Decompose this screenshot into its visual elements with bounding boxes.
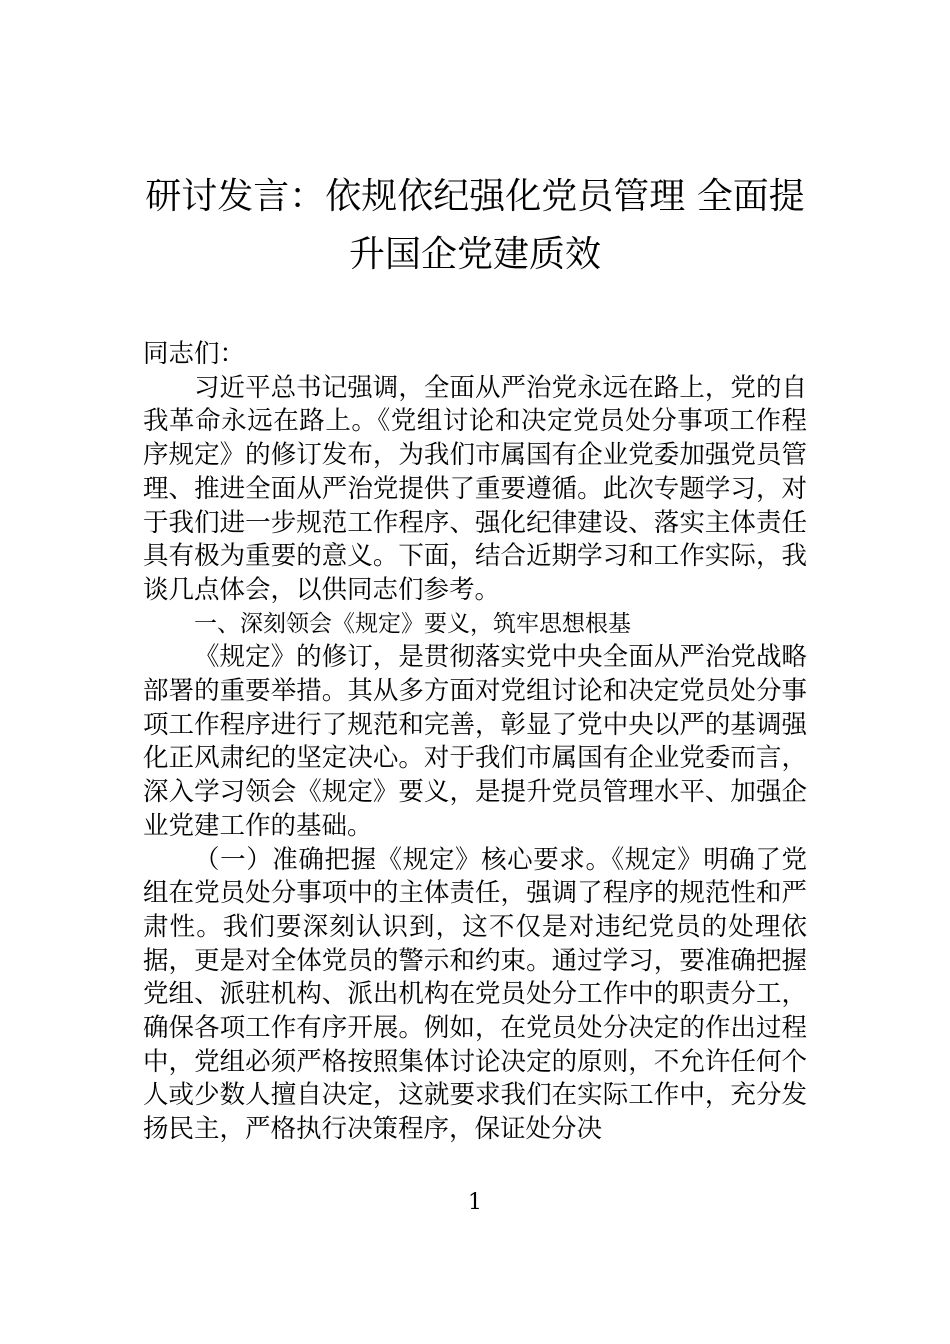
paragraph-section-1: 《规定》的修订，是贯彻落实党中央全面从严治党战略部署的重要举措。其从多方面对党组讨论和决定党员处分事项工作程序进行了规范和完善，彰显了党中央以严的基调强化正风肃纪的坚定决心。对于我们市属国有企业党委而言，深入学习领会《规定》要义，是提升党员管理水平、加强企业党建工作的基础。 bbox=[143, 642, 807, 841]
salutation: 同志们： bbox=[143, 339, 246, 369]
document-body bbox=[143, 338, 807, 1147]
title-line-1: 研讨发言：依规依纪强化党员管理 全面提 bbox=[145, 176, 805, 217]
document-title bbox=[140, 168, 810, 284]
paragraph-intro: 习近平总书记强调，全面从严治党永远在路上，党的自我革命永远在路上。《党组讨论和决定党员处分事项工作程序规定》的修订发布，为我们市属国有企业党委加强党员管理、推进全面从严治党提供了重要遵循。此次专题学习，对于我们进一步规范工作程序、强化纪律建设、落实主体责任具有极为重要的意义。下面，结合近期学习和工作实际，我谈几点体会，以供同志们参考。 bbox=[143, 372, 807, 605]
section-heading-1: 一、深刻领会《规定》要义，筑牢思想根基 bbox=[194, 610, 631, 637]
paragraph-subsection-1: （一）准确把握《规定》核心要求。《规定》明确了党组在党员处分事项中的主体责任，强调了程序的规范性和严肃性。我们要深刻认识到，这不仅是对违纪党员的处理依据，更是对全体党员的警示和约束。通过学习，要准确把握党组、派驻机构、派出机构在党员处分工作中的职责分工，确保各项工作有序开展。例如，在党员处分决定的作出过程中，党组必须严格按照集体讨论决定的原则，不允许任何个人或少数人擅自决定，这就要求我们在实际工作中，充分发扬民主，严格执行决策程序，保证处分决 bbox=[143, 844, 807, 1145]
page-number: 1 bbox=[468, 1190, 482, 1215]
title-line-2: 升国企党建质效 bbox=[348, 234, 601, 275]
